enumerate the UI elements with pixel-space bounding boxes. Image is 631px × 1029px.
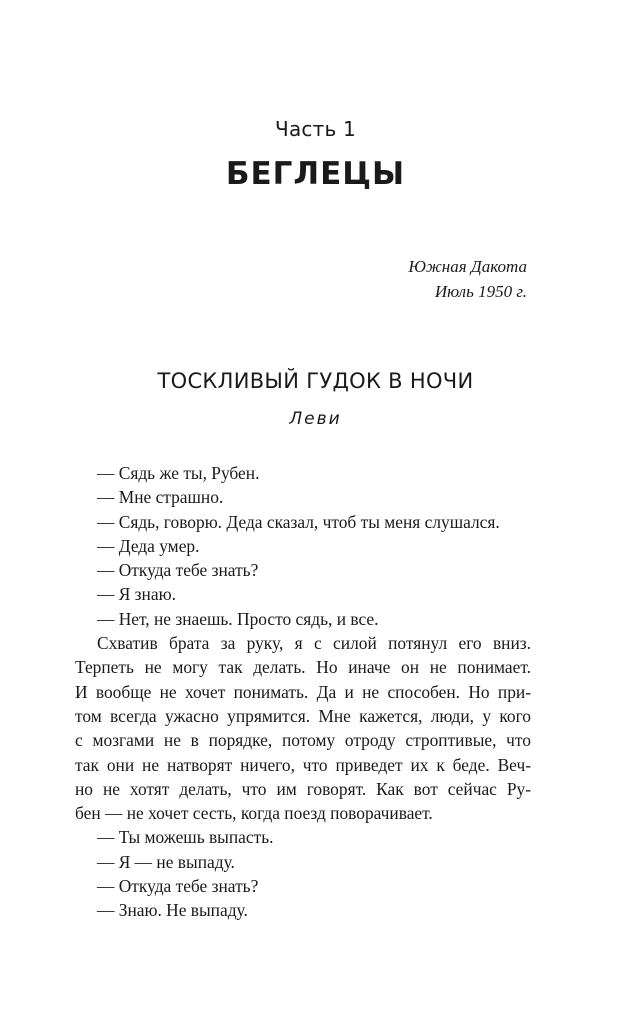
text-line: — Я знаю. xyxy=(97,584,176,605)
dateline xyxy=(408,254,527,304)
text-line: так они не натворят ничего, что приведет их к беде. Веч- xyxy=(75,754,531,775)
text-line: том всегда ужасно упрямится. Мне кажется, люди, у кого xyxy=(75,705,531,726)
text-line: — Откуда тебе знать? xyxy=(97,876,259,897)
body-text xyxy=(75,461,531,923)
text-line: — Откуда тебе знать? xyxy=(97,560,259,581)
chapter-title: ТОСКЛИВЫЙ ГУДОК В НОЧИ xyxy=(157,369,474,393)
part-title: БЕГЛЕЦЫ xyxy=(225,156,406,192)
text-line: но не хотят делать, что им говорят. Как вот сейчас Ру- xyxy=(75,778,531,799)
text-line: Терпеть не могу так делать. Но иначе он не понимает. xyxy=(75,657,531,678)
dateline-place: Южная Дакота xyxy=(408,257,527,276)
text-line: бен — не хочет сесть, когда поезд поворачивает. xyxy=(75,803,433,824)
text-line: — Нет, не знаешь. Просто сядь, и все. xyxy=(97,608,379,629)
text-line: Схватив брата за руку, я с силой потянул его вниз. xyxy=(97,633,531,654)
text-line: — Ты можешь выпасть. xyxy=(97,827,274,848)
text-line: — Мне страшно. xyxy=(97,487,224,508)
text-line: — Деда умер. xyxy=(97,535,200,556)
part-label: Часть 1 xyxy=(275,117,356,141)
text-line: с мозгами не в порядке, потому отроду строптивые, что xyxy=(75,730,531,751)
text-line: — Сядь же ты, Рубен. xyxy=(97,463,260,483)
text-line: И вообще не хочет понимать. Да и не способен. Но при- xyxy=(75,681,531,702)
dateline-date: Июль 1950 г. xyxy=(434,282,527,301)
text-line: — Знаю. Не выпаду. xyxy=(97,900,248,921)
chapter-narrator: Леви xyxy=(289,409,342,429)
text-line: — Я — не выпаду. xyxy=(97,851,235,872)
text-line: — Сядь, говорю. Деда сказал, чтоб ты меня слушался. xyxy=(97,511,500,532)
